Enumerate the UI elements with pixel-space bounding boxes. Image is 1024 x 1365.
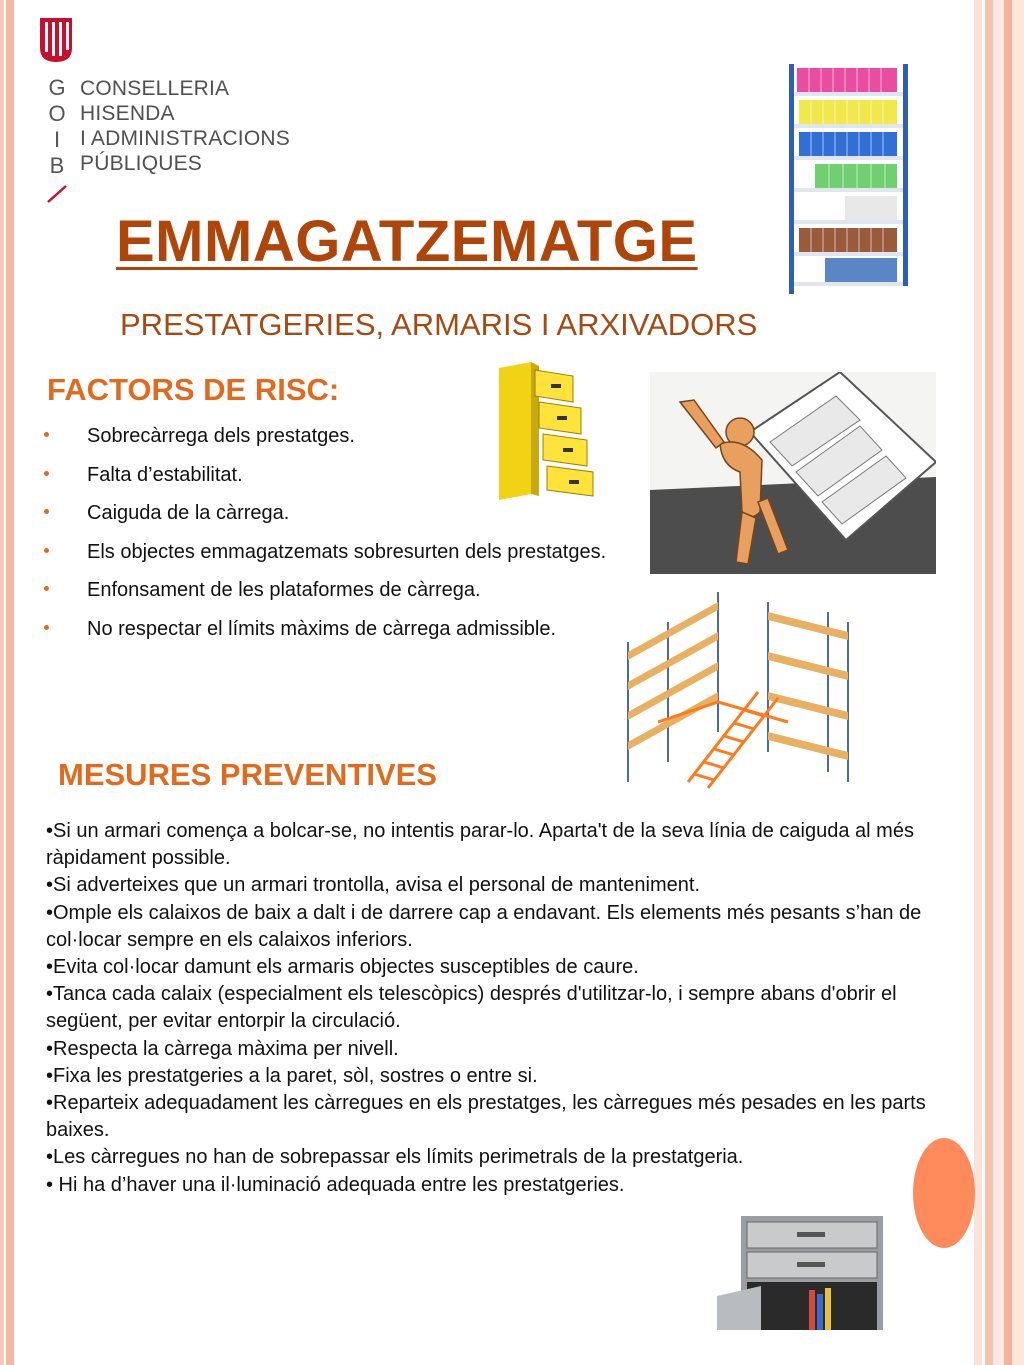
list-item (44, 499, 606, 538)
list-item (44, 576, 606, 615)
list-item: •Evita col·locar damunt els armaris objectes susceptibles de caure. (46, 956, 639, 979)
list-item: •Tanca cada calaix (especialment els telescòpics) després d'utilitzar-lo, i sempre abans d'obrir el següent, per evitar entorpir la circulació. (46, 983, 897, 1033)
risk-item-text: Caiguda de la càrrega. (87, 502, 290, 525)
bullet-icon (44, 432, 49, 437)
list-item: •Si adverteixes que un armari trontolla, avisa el personal de manteniment. (46, 874, 701, 897)
risk-item-text: Falta d’estabilitat. (87, 463, 243, 486)
risk-item-text: No respectar el límits màxims de càrrega admissible. (87, 617, 557, 640)
risk-item-text: Enfonsament de les plataformes de càrrega. (87, 579, 481, 602)
goib-red-slash (44, 182, 70, 204)
bullet-icon (44, 471, 49, 476)
conselleria-name (80, 76, 290, 176)
conselleria-line: CONSELLERIA (80, 77, 230, 100)
list-item (44, 422, 606, 461)
list-item: •Si un armari comença a bolcar-se, no intentis parar-lo. Aparta't de la seva línia de caiguda al més ràpidament possible. (46, 820, 914, 870)
risk-factors-heading: FACTORS DE RISC: (47, 372, 340, 407)
list-item (44, 538, 606, 577)
goib-letter: O (48, 101, 66, 126)
falling-cabinet-illustration (650, 372, 936, 574)
list-item: • Hi ha d’haver una il·luminació adequada entre les prestatgeries. (46, 1173, 625, 1196)
bullet-icon (44, 586, 49, 591)
risk-item-text: Sobrecàrrega dels prestatges. (87, 425, 355, 447)
warehouse-shelving-stairs-image (608, 582, 864, 792)
page-title: EMMAGATZEMATGE (116, 209, 698, 274)
conselleria-line: I ADMINISTRACIONS (80, 127, 290, 150)
grey-file-drawer-image (717, 1216, 883, 1330)
list-item: •Les càrregues no han de sobrepassar els límits perimetrals de la prestatgeria. (46, 1146, 744, 1169)
preventive-measures-list (46, 818, 926, 1199)
list-item (44, 461, 606, 500)
bullet-icon (44, 509, 49, 514)
list-item: •Omple els calaixos de baix a dalt i de darrere cap a endavant. Els elements més pesants s’han de col·locar sempre en els calaixos inferiors. (46, 901, 922, 951)
goib-letter: G (48, 75, 66, 100)
list-item: •Reparteix adequadament les càrregues en els prestatges, les càrregues més pesades en les parts baixes. (46, 1092, 926, 1142)
list-item: •Respecta la càrrega màxima per nivell. (46, 1037, 399, 1060)
preventive-measures-heading: MESURES PREVENTIVES (58, 757, 437, 792)
bullet-icon (44, 548, 49, 553)
list-item: •Fixa les prestatgeries a la paret, sòl, sostres o entre si. (46, 1064, 538, 1087)
right-decorative-border (974, 0, 1024, 1365)
page-subtitle: PRESTATGERIES, ARMARIS I ARXIVADORS (120, 307, 758, 342)
conselleria-line: HISENDA (80, 102, 175, 125)
left-decorative-border (0, 0, 14, 1365)
goib-letter: B (49, 153, 65, 178)
conselleria-line: PÚBLIQUES (80, 152, 203, 175)
risk-factors-list (44, 422, 606, 654)
goib-letters (46, 75, 68, 179)
bullet-icon (44, 625, 49, 630)
shelving-with-binders-image (785, 64, 913, 296)
goib-letter: I (53, 127, 61, 152)
risk-item-text: Els objectes emmagatzemats sobresurten dels prestatges. (87, 540, 607, 563)
list-item (44, 615, 606, 654)
goib-shield-logo (40, 18, 72, 62)
